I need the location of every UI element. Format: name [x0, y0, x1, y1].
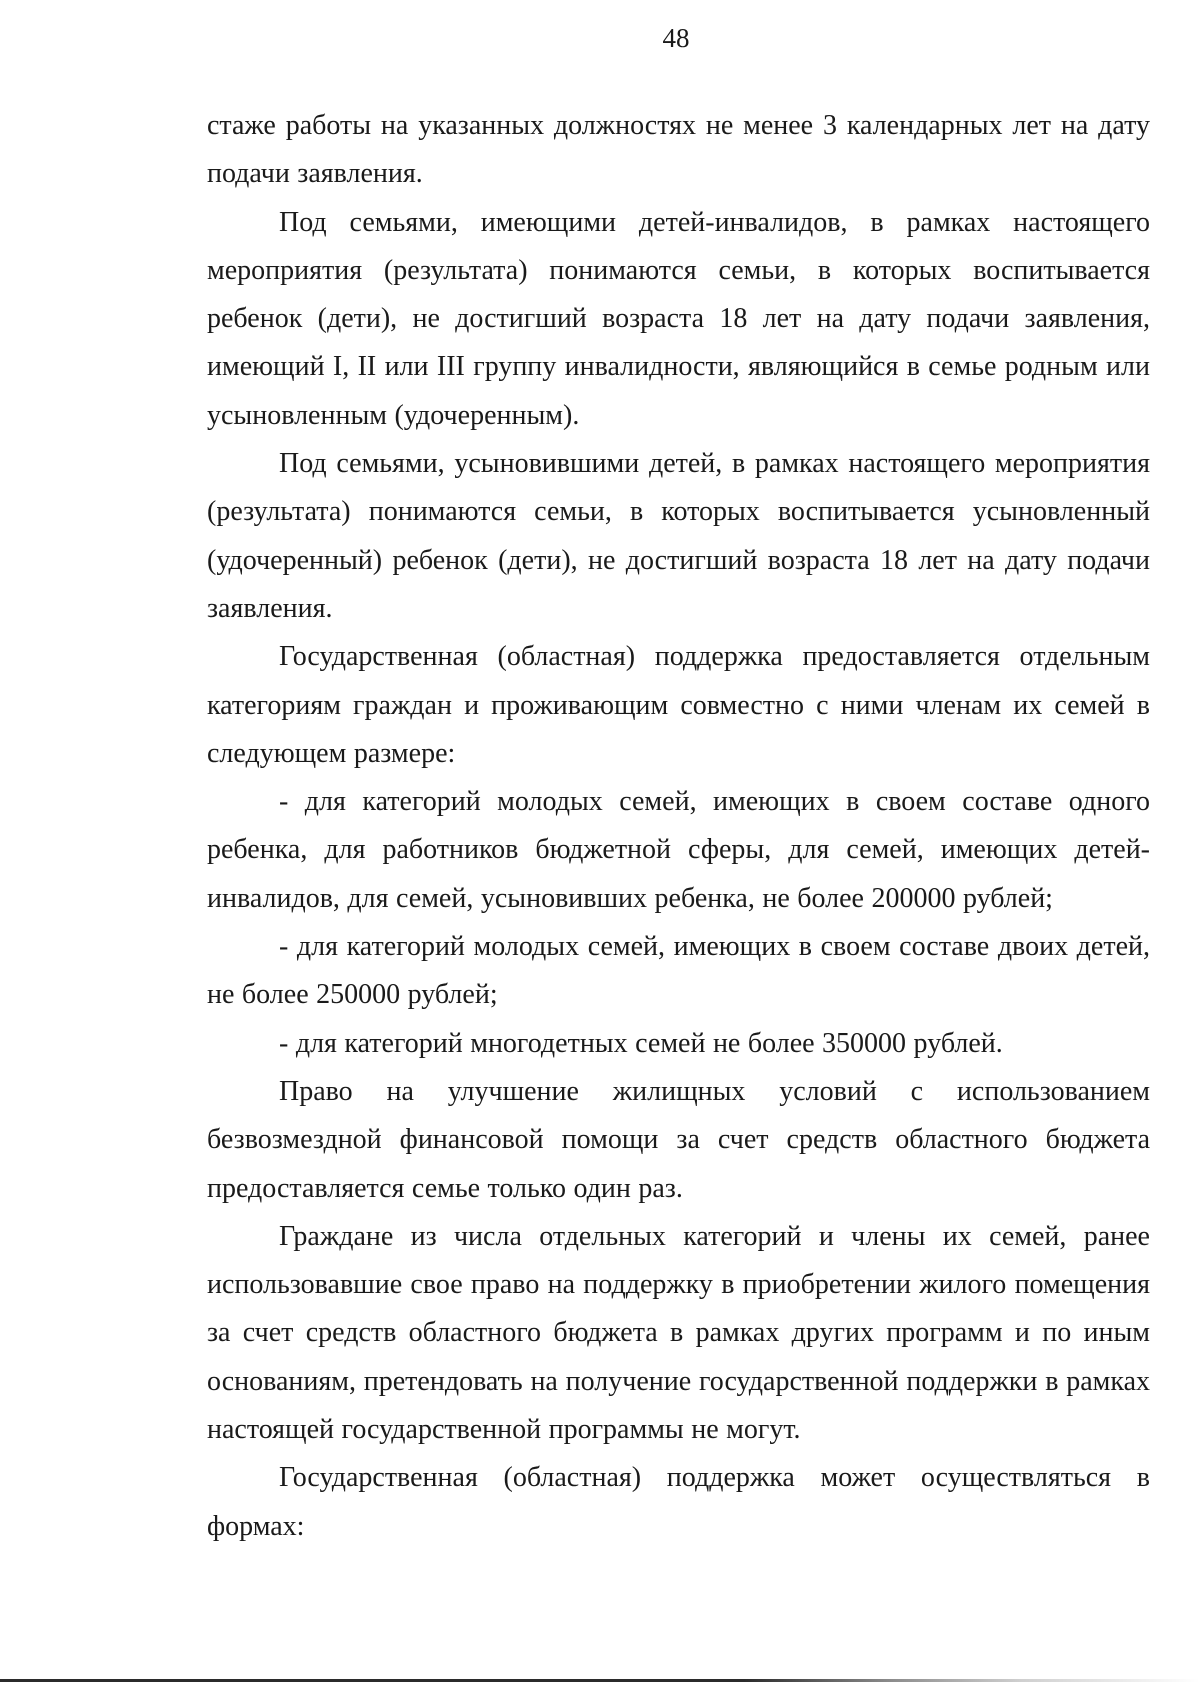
list-item-large-families: - для категорий многодетных семей не более 350000 рублей. — [279, 1027, 1003, 1059]
bottom-scan-edge-line — [0, 1679, 1200, 1682]
list-item-one-child: - для категорий молодых семей, имеющих в своем составе одного ребенка, для работников бюджетной сферы, для семей, имеющих детей-инвалидов, для семей, усыновивших ребенка, не более 200000 рублей; — [207, 786, 1150, 914]
paragraph-disabled-children-families: Под семьями, имеющими детей-инвалидов, в рамках настоящего мероприятия (результата) понимаются семьи, в которых воспитывается ребенок (дети), не достигший возраста 18 лет на дату подачи заявления, имеющий I, II или III группу инвалидности, являющийся в семье родным или усыновленным (удочеренным). — [207, 206, 1150, 431]
paragraph-adoptive-families: Под семьями, усыновившими детей, в рамках настоящего мероприятия (результата) понимаются семьи, в которых воспитывается усыновленный (удочеренный) ребенок (дети), не достигший возраста 18 лет на дату подачи заявления. — [207, 448, 1150, 624]
list-item-two-children: - для категорий молодых семей, имеющих в своем составе двоих детей, не более 250000 рублей; — [207, 931, 1150, 1011]
page-number: 48 — [662, 23, 690, 53]
paragraph-support-forms: Государственная (областная) поддержка может осуществляться в формах: — [207, 1462, 1150, 1542]
paragraph-prior-support: Граждане из числа отдельных категорий и члены их семей, ранее использовавшие свое право на поддержку в приобретении жилого помещения за счет средств областного бюджета в рамках других программ и по иным основаниям, претендовать на получение государственной поддержки в рамках настоящей государственной программы не могут. — [207, 1220, 1150, 1446]
paragraph-continuation: стаже работы на указанных должностях не менее 3 календарных лет на дату подачи заявления. — [207, 110, 1150, 190]
document-body — [207, 102, 1150, 1551]
paragraph-right-once: Право на улучшение жилищных условий с использованием безвозмездной финансовой помощи за счет средств областного бюджета предоставляется семье только один раз. — [207, 1075, 1150, 1204]
paragraph-support-amounts-intro: Государственная (областная) поддержка предоставляется отдельным категориям граждан и проживающим совместно с ними членам их семей в следующем размере: — [207, 641, 1150, 769]
